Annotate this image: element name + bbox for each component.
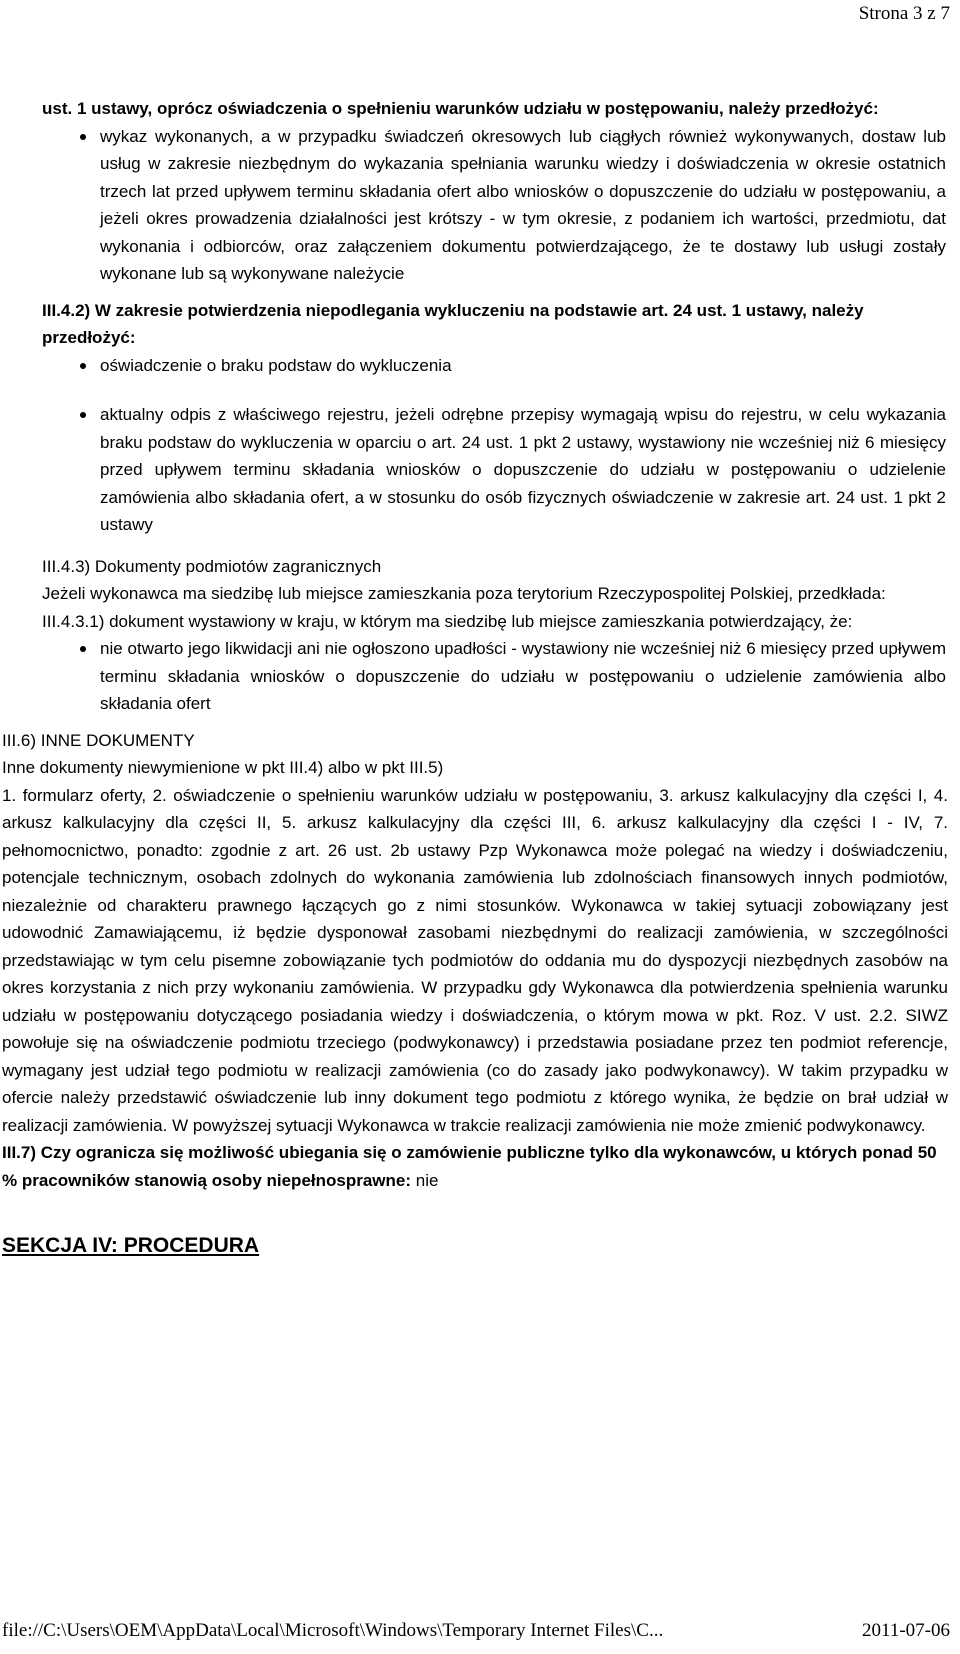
qualification-docs-list bbox=[0, 123, 960, 288]
other-docs-heading: III.6) INNE DOKUMENTY bbox=[2, 730, 195, 750]
exclusion-docs-list bbox=[0, 352, 960, 539]
foreign-docs-intro: Jeżeli wykonawca ma siedzibę lub miejsce zamieszkania poza terytorium Rzeczypospolitej Polskiej, przedkłada: bbox=[42, 584, 886, 603]
bullet-icon bbox=[80, 363, 86, 369]
bullet-icon bbox=[80, 646, 86, 652]
page-number: Strona 3 z 7 bbox=[858, 3, 950, 24]
list-item-text: nie otwarto jego likwidacji ani nie ogłoszono upadłości - wystawiony nie wcześniej niż 6 miesięcy przed upływem terminu składania wniosków o dopuszczenie do udziału w postępowaniu o udzielenie zamówienia albo składania ofert bbox=[100, 639, 946, 713]
section-title: SEKCJA IV: PROCEDURA bbox=[2, 1234, 260, 1257]
list-item-text: wykaz wykonanych, a w przypadku świadczeń okresowych lub ciągłych również wykonywanych, dostaw lub usług w zakresie niezbędnym do wykazania spełniania warunku wiedzy i doświadczenia w okresie ostatnich trzech lat przed upływem terminu składania ofert albo wniosków o dopuszczenie do udziału w postępowaniu, a jeżeli okres prowadzenia działalności jest krótszy - w tym okresie, z podaniem ich wartości, przedmiotu, dat wykonania i odbiorców, oraz załączeniem dokumentu potwierdzającego, że te dostawy lub usługi zostały wykonane lub są wykonywane należycie bbox=[100, 126, 946, 283]
list-item bbox=[100, 352, 946, 380]
page-footer bbox=[2, 1620, 950, 1642]
disabled-workers-question bbox=[0, 1139, 960, 1194]
document-body bbox=[0, 95, 960, 1260]
list-item-text: oświadczenie o braku podstaw do wykluczenia bbox=[100, 355, 452, 375]
bullet-icon bbox=[80, 134, 86, 140]
other-docs-body: 1. formularz oferty, 2. oświadczenie o spełnieniu warunków udziału w postępowaniu, 3. arkusz kalkulacyjny dla części I, 4. arkusz kalkulacyjny dla części II, 5. arkusz kalkulacyjny dla części III, 6. arkusz kalkulacyjny dla części I - IV, 7. pełnomocnictwo, ponadto: zgodnie z art. 26 ust. 2b ustawy Pzp Wykonawca może polegać na wiedzy i doświadczeniu, potencjale technicznym, osobach zdolnych do wykonania zamówienia lub zdolnościach finansowych innych podmiotów, niezależnie od charakteru prawnego łączących go z nimi stosunków. Wykonawca w takiej sytuacji zobowiązany jest udowodnić Zamawiającemu, iż będzie dysponował zasobami niezbędnymi do realizacji zamówienia, w szczególności przedstawiając w tym celu pisemne zobowiązanie tych podmiotów do oddania mu do dyspozycji niezbędnych zasobów na okres korzystania z nich przy wykonaniu zamówienia. W przypadku gdy Wykonawca dla potwierdzenia spełnienia warunku udziału w postępowaniu dotyczącego posiadania wiedzy i doświadczenia, o którym mowa w pkt. Roz. V ust. 2.2. SIWZ powołuje się na oświadczenie podmiotu trzeciego (podwykonawcy) i przedstawia posiadane przez ten podmiot referencje, wymagany jest udział tego podmiotu w realizacji zamówienia (co do zasady jako podwykonawcy). W takim przypadku w ofercie należy przedstawić oświadczenie lub inny dokument tego podmiotu z którego wynika, że będzie on brał udział w realizacji zamówienia. W powyższej sytuacji Wykonawca w trakcie realizacji zamówienia nie może zmienić podwykonawcy. bbox=[2, 785, 948, 1135]
list-item bbox=[100, 635, 946, 718]
foreign-docs-list bbox=[0, 635, 960, 718]
foreign-docs-sub: III.4.3.1) dokument wystawiony w kraju, w którym ma siedzibę lub miejsce zamieszkania potwierdzający, że: bbox=[42, 611, 853, 631]
footer-path: file://C:\Users\OEM\AppData\Local\Microsoft\Windows\Temporary Internet Files\C... bbox=[2, 1620, 664, 1641]
exclusion-docs-heading: III.4.2) W zakresie potwierdzenia niepodlegania wykluczeniu na podstawie art. 24 ust. 1 ustawy, należy przedłożyć: bbox=[42, 300, 864, 347]
other-docs-subheading: Inne dokumenty niewymienione w pkt III.4) albo w pkt III.5) bbox=[2, 758, 444, 777]
list-item bbox=[100, 123, 946, 288]
qualification-docs-intro: ust. 1 ustawy, oprócz oświadczenia o spełnieniu warunków udziału w postępowaniu, należy przedłożyć: bbox=[42, 99, 879, 118]
footer-date: 2011-07-06 bbox=[862, 1620, 950, 1641]
list-item-text: aktualny odpis z właściwego rejestru, jeżeli odrębne przepisy wymagają wpisu do rejestru, w celu wykazania braku podstaw do wykluczenia w oparciu o art. 24 ust. 1 pkt 2 ustawy, wystawiony nie wcześniej niż 6 miesięcy przed upływem terminu składania wniosków o dopuszczenie do udziału w postępowaniu o udzielenie zamówienia albo składania ofert, a w stosunku do osób fizycznych oświadczenie w zakresie art. 24 ust. 1 pkt 2 ustawy bbox=[100, 405, 946, 534]
list-item bbox=[100, 401, 946, 539]
foreign-docs-heading: III.4.3) Dokumenty podmiotów zagranicznych bbox=[42, 556, 382, 576]
disabled-workers-question-text: III.7) Czy ogranicza się możliwość ubiegania się o zamówienie publiczne tylko dla wykonawców, u których ponad 50 % pracowników stanowią osoby niepełnosprawne: bbox=[2, 1143, 937, 1190]
disabled-workers-answer: nie bbox=[415, 1170, 439, 1190]
bullet-icon bbox=[80, 412, 86, 418]
